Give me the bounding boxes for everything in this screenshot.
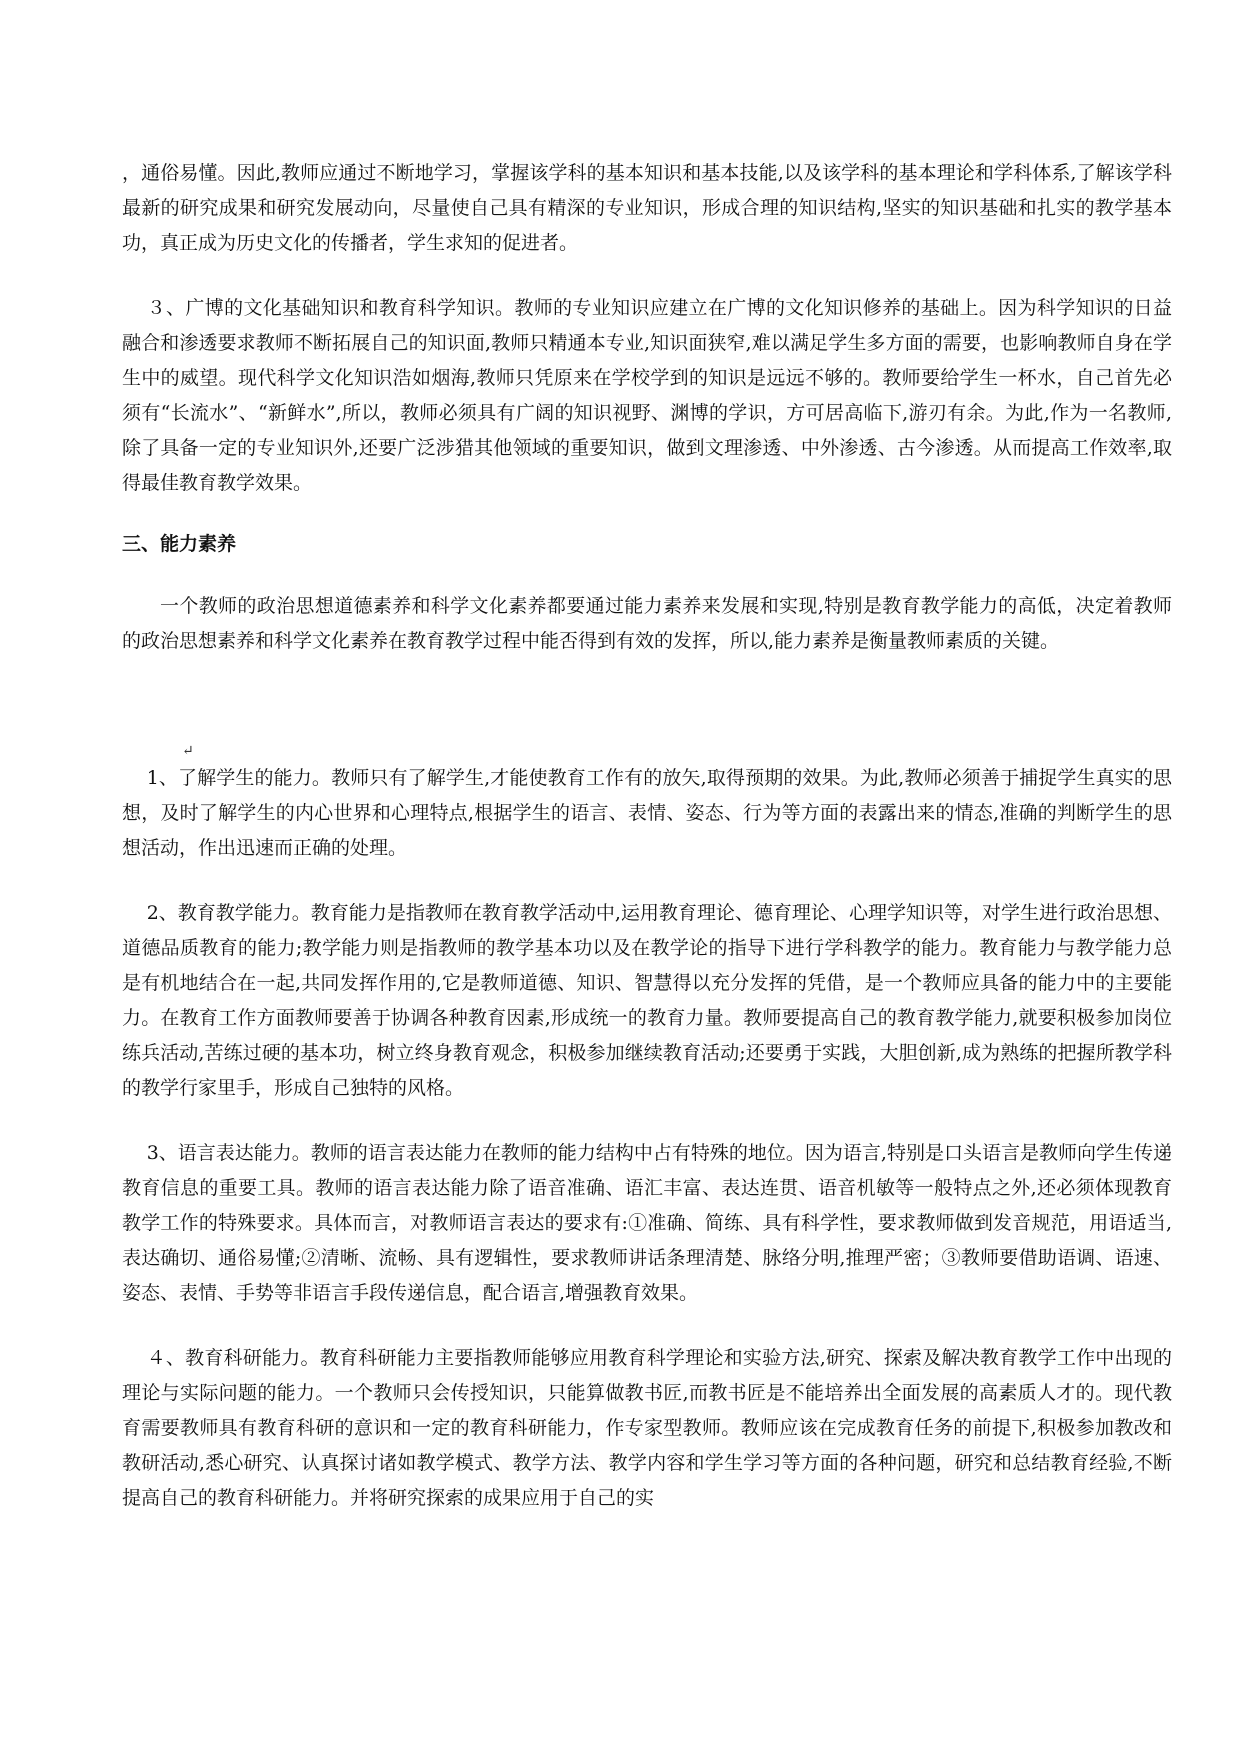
- paragraph-item-1-understand-students: 1、了解学生的能力。教师只有了解学生,才能使教育工作有的放矢,取得预期的效果。为此,教师必须善于捕捉学生真实的思想，及时了解学生的内心世界和心理特点,根据学生的语言、表情、姿态、行为等方面的表露出来的情态,准确的判断学生的思想活动，作出迅速而正确的处理。: [122, 767, 1172, 859]
- document-page: [122, 156, 1172, 1516]
- paragraph-ability-intro: 一个教师的政治思想道德素养和科学文化素养都要通过能力素养来发展和实现,特别是教育教学能力的高低，决定着教师的政治思想素养和科学文化素养在教育教学过程中能否得到有效的发挥，所以,能力素养是衡量教师素质的关键。: [122, 595, 1172, 652]
- paragraph-continuation: ，通俗易懂。因此,教师应通过不断地学习，掌握该学科的基本知识和基本技能,以及该学科的基本理论和学科体系,了解该学科最新的研究成果和研究发展动向，尽量使自己具有精深的专业知识，形成合理的知识结构,坚实的知识基础和扎实的教学基本功，真正成为历史文化的传播者，学生求知的促进者。: [122, 162, 1172, 254]
- section-heading-ability: 三、能力素养: [122, 533, 237, 555]
- paragraph-item-3-broad-knowledge: ３、广博的文化基础知识和教育科学知识。教师的专业知识应建立在广博的文化知识修养的基础上。因为科学知识的日益融合和渗透要求教师不断拓展自己的知识面,教师只精通本专业,知识面狭窄,难以满足学生多方面的需要，也影响教师自身在学生中的威望。现代科学文化知识浩如烟海,教师只凭原来在学校学到的知识是远远不够的。教师要给学生一杯水，自己首先必须有“长流水”、“新鲜水”,所以，教师必须具有广阔的知识视野、渊博的学识，方可居高临下,游刃有余。为此,作为一名教师,除了具备一定的专业知识外,还要广泛涉猎其他领域的重要知识，做到文理渗透、中外渗透、古今渗透。从而提高工作效率,取得最佳教育教学效果。: [122, 297, 1172, 494]
- paragraph-mark-icon: ↵: [182, 743, 194, 759]
- paragraph-item-4-research-ability: ４、教育科研能力。教育科研能力主要指教师能够应用教育科学理论和实验方法,研究、探索及解决教育教学工作中出现的理论与实际问题的能力。一个教师只会传授知识，只能算做教书匠,而教书匠是不能培养出全面发展的高素质人才的。现代教育需要教师具有教育科研的意识和一定的教育科研能力，作专家型教师。教师应该在完成教育任务的前提下,积极参加教改和教研活动,悉心研究、认真探讨诸如教学模式、教学方法、教学内容和学生学习等方面的各种问题，研究和总结教育经验,不断提高自己的教育科研能力。并将研究探索的成果应用于自己的实: [122, 1347, 1172, 1509]
- paragraph-item-3-language-ability: 3、语言表达能力。教师的语言表达能力在教师的能力结构中占有特殊的地位。因为语言,特别是口头语言是教师向学生传递教育信息的重要工具。教师的语言表达能力除了语音准确、语汇丰富、表达连贯、语音机敏等一般特点之外,还必须体现教育教学工作的特殊要求。具体而言，对教师语言表达的要求有:①准确、简练、具有科学性，要求教师做到发音规范，用语适当,表达确切、通俗易懂;②清晰、流畅、具有逻辑性，要求教师讲话条理清楚、脉络分明,推理严密；③教师要借助语调、语速、姿态、表情、手势等非语言手段传递信息，配合语言,增强教育效果。: [122, 1142, 1172, 1304]
- paragraph-item-2-teaching-ability: 2、教育教学能力。教育能力是指教师在教育教学活动中,运用教育理论、德育理论、心理学知识等，对学生进行政治思想、道德品质教育的能力;教学能力则是指教师的教学基本功以及在教学论的指导下进行学科教学的能力。教育能力与教学能力总是有机地结合在一起,共同发挥作用的,它是教师道德、知识、智慧得以充分发挥的凭借，是一个教师应具备的能力中的主要能力。在教育工作方面教师要善于协调各种教育因素,形成统一的教育力量。教师要提高自己的教育教学能力,就要积极参加岗位练兵活动,苦练过硬的基本功，树立终身教育观念，积极参加继续教育活动;还要勇于实践，大胆创新,成为熟练的把握所教学科的教学行家里手，形成自己独特的风格。: [122, 902, 1172, 1099]
